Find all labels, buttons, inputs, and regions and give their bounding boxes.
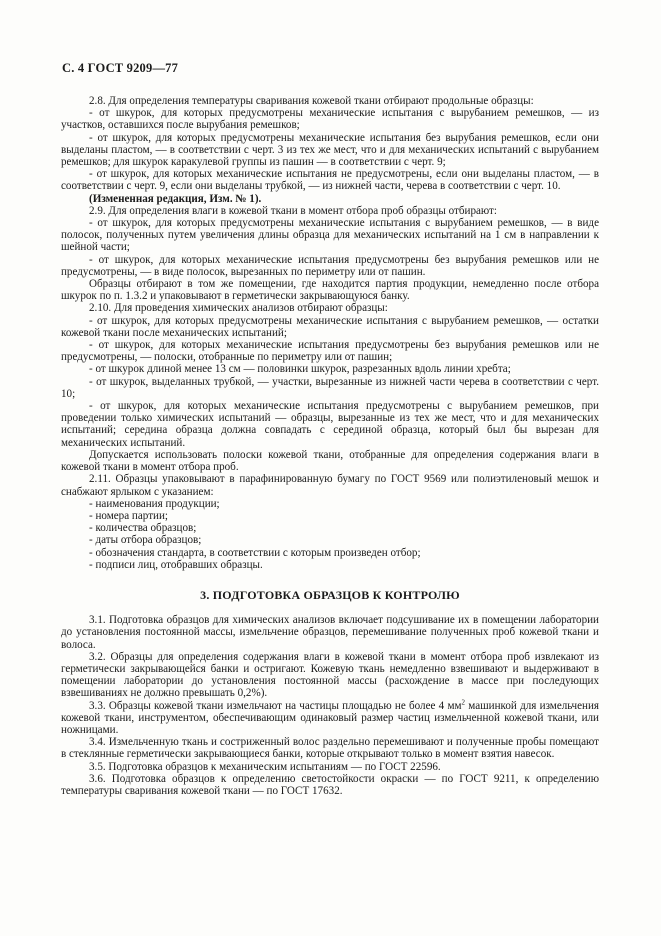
paragraph: Допускается использовать полоски кожевой ткани, отобранные для определения содержания влаги в кожевой ткани в момент отбора проб.: [61, 448, 599, 474]
paragraph: - от шкурок, для которых механические испытания предусмотрены без вырубания ремешков или не предусмотрены, — полоски, отобранные по периметру или от пашин;: [61, 339, 599, 364]
paragraph: - от шкурок, выделанных трубкой, — участки, вырезанные из нижней части черева в соответствии с черт. 10;: [61, 375, 599, 400]
paragraph-3-6: 3.6. Подготовка образцов к определению светостойкости окраски — по ГОСТ 9211, к определению температуры сваривания кожевой ткани — по ГОСТ 17632.: [61, 772, 599, 797]
paragraph-3-4: 3.4. Измельченную ткань и состриженный волос раздельно перемешивают и полученные пробы помещают в стеклянные герметически закрывающиеся банки, которые открывают только в момент взятия навесок.: [61, 736, 599, 761]
list-item: - подписи лиц, отобравших образцы.: [89, 558, 263, 571]
paragraph-3-1: 3.1. Подготовка образцов для химических анализов включает подсушивание их в помещении лаборатории до установления постоянной массы, измельчение образцов, перемешивание полученных проб кожевой ткани и волоса.: [61, 614, 599, 651]
paragraph: Образцы отбирают в том же помещении, где находится партия продукции, немедленно после отбора шкурок по п. 1.3.2 и упаковывают в герметически закрывающуюся банку.: [61, 278, 599, 303]
paragraph-2-9: 2.9. Для определения влаги в кожевой ткани в момент отбора проб образцы отбирают:: [89, 204, 497, 217]
paragraph: - от шкурок, для которых предусмотрены механические испытания с вырубанием ремешков, — остатки кожевой ткани после механических испытаний;: [61, 314, 599, 339]
paragraph: - от шкурок, для которых механические испытания не предусмотрены, если они выделаны пластом, — в соответствии с черт. 9, если они выделаны трубкой, — из нижней части, черева в соответствии с черт. 10.: [61, 168, 599, 193]
list-item: - даты отбора образцов;: [89, 534, 202, 547]
section-3-title: 3. ПОДГОТОВКА ОБРАЗЦОВ К КОНТРОЛЮ: [200, 587, 460, 602]
paragraph-3-3: [61, 697, 599, 737]
paragraph: - от шкурок длиной менее 13 см — половинки шкурок, разрезанных вдоль линии хребта;: [89, 363, 511, 376]
list-item: - количества образцов;: [89, 522, 197, 535]
list-item: - наименования продукции;: [89, 497, 220, 510]
amendment-note: (Измененная редакция, Изм. № 1).: [89, 192, 262, 205]
list-item: - номера партии;: [89, 509, 168, 522]
page-header: С. 4 ГОСТ 9209—77: [62, 61, 179, 75]
paragraph-2-8: 2.8. Для определения температуры сваривания кожевой ткани отбирают продольные образцы:: [89, 95, 534, 107]
superscript: 2: [461, 697, 466, 706]
paragraph-3-3-end: машинкой для измельчения кожевой ткани, инструментом, обеспечивающим одинаковый размер частиц измельченной кожевой ткани, или ножницами.: [61, 699, 599, 736]
paragraph: - от шкурок, для которых механические испытания предусмотрены с вырубанием ремешков, при проведении только химических испытаний — образцы, вырезанные из тех же мест, что и для механических испытаний; середина образца должна совпадать с серединой образца, который был бы вырезан для механических испытаний.: [61, 400, 599, 449]
paragraph: - от шкурок, для которых механические испытания предусмотрены без вырубания ремешков или не предусмотрены, — в виде полосок, вырезанных по периметру или от пашин.: [61, 253, 599, 278]
paragraph: - от шкурок, для которых предусмотрены механические испытания с вырубанием ремешков, — в виде полосок, полученных путем увеличения длины образца для механических испытаний на 1 см в направлении к шейной части;: [61, 217, 599, 254]
document-body: [61, 95, 599, 797]
list-item: - обозначения стандарта, в соответствии с которым произведен отбор;: [89, 546, 421, 559]
paragraph-3-2: 3.2. Образцы для определения содержания влаги в кожевой ткани в момент отбора проб извлекают из герметически закрывающейся банки и остригают. Кожевую ткань немедленно взвешивают и выдерживают в помещении лаборатории до установления постоянной массы (расхождение в массе при последующих взвешиваниях не должно превышать 0,2%).: [61, 650, 599, 700]
paragraph-3-3-start: 3.3. Образцы кожевой ткани измельчают на частицы площадью не более 4 мм: [89, 699, 462, 712]
paragraph: - от шкурок, для которых предусмотрены механические испытания с вырубанием ремешков, — из участков, оставшихся после вырубания ремешков;: [61, 107, 599, 132]
paragraph-2-10: 2.10. Для проведения химических анализов отбирают образцы:: [89, 302, 388, 315]
paragraph-2-11: 2.11. Образцы упаковывают в парафинированную бумагу по ГОСТ 9569 или полиэтиленовый мешок и снабжают ярлыком с указанием:: [61, 473, 599, 498]
paragraph-3-5: 3.5. Подготовка образцов к механическим испытаниям — по ГОСТ 22596.: [89, 760, 441, 773]
paragraph: - от шкурок, для которых предусмотрены механические испытания без вырубания ремешков, если они выделаны пластом, — в соответствии с черт. 3 из тех же мест, что и для механических испытаний с вырубанием ремешков; для шкурок каракулевой группы из пашин — в соответствии с черт. 9;: [61, 131, 599, 169]
label-list: [61, 498, 599, 571]
